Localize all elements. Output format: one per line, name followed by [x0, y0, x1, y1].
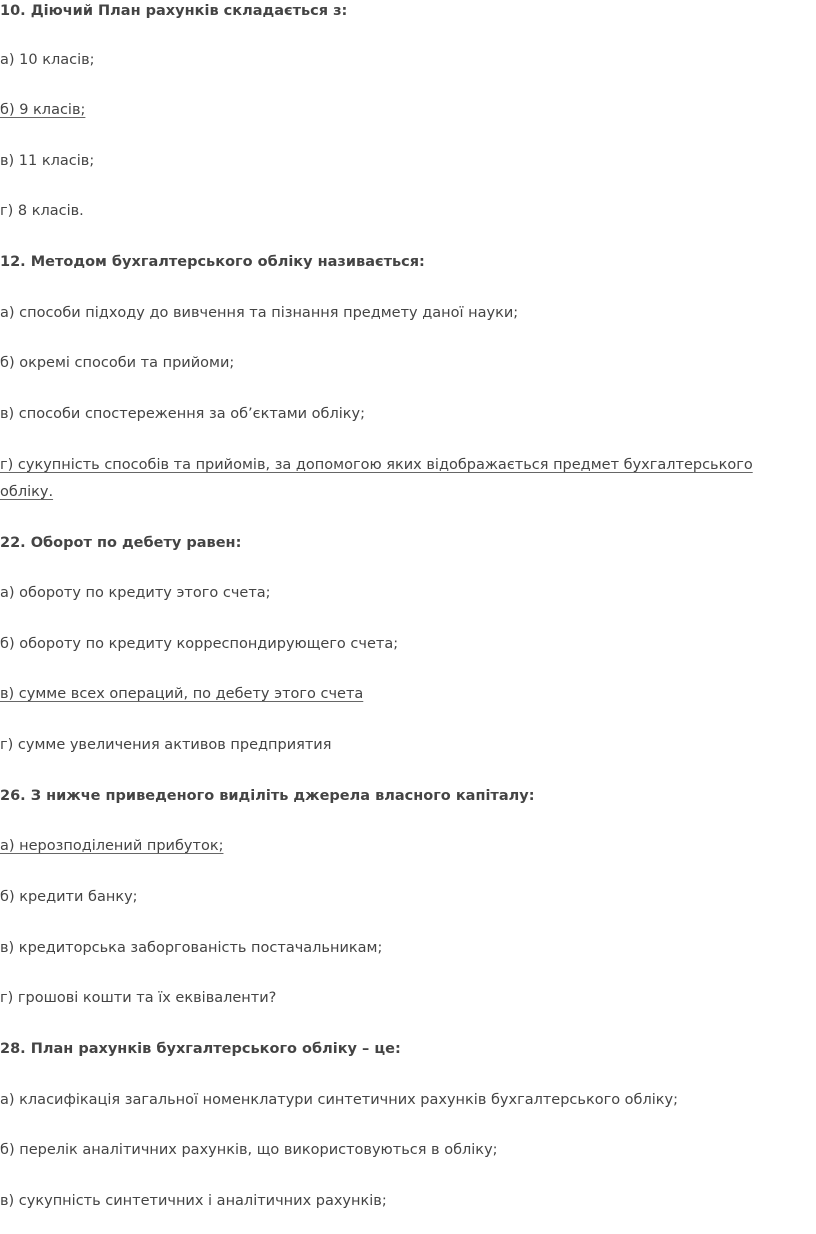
correct-answer-text: а) нерозподілений прибуток;: [0, 838, 224, 854]
question-title: 10. Діючий План рахунків складається з:: [0, 3, 348, 19]
question-title: 28. План рахунків бухгалтерського обліку – це:: [0, 1041, 401, 1057]
answer-option: б) перелік аналітичних рахунків, що використовуються в обліку;: [0, 1142, 498, 1158]
answer-option: г) 8 класів.: [0, 203, 84, 219]
answer-option-correct: [0, 452, 790, 506]
answer-option: б) окремі способи та прийоми;: [0, 355, 235, 371]
answer-option: а) обороту по кредиту этого счета;: [0, 585, 271, 601]
correct-answer-text: г) сукупність способів та прийомів, за допомогою яких відображається предмет бухгалтерського обліку.: [0, 457, 753, 500]
answer-option: г) сумме увеличения активов предприятия: [0, 737, 332, 753]
answer-option: в) 11 класів;: [0, 153, 95, 169]
answer-option: а) способи підходу до вивчення та пізнання предмету даної науки;: [0, 305, 519, 321]
answer-option-correct: [0, 97, 800, 124]
answer-option: а) 10 класів;: [0, 52, 95, 68]
answer-option: в) способи спостереження за об’єктами обліку;: [0, 406, 365, 422]
answer-option: в) сукупність синтетичних і аналітичних рахунків;: [0, 1193, 387, 1209]
question-title: 26. З нижче приведеного виділіть джерела власного капіталу:: [0, 788, 535, 804]
answer-option: б) обороту по кредиту корреспондирующего счета;: [0, 636, 399, 652]
answer-option: а) класифікація загальної номенклатури синтетичних рахунків бухгалтерського обліку;: [0, 1092, 679, 1108]
answer-option-correct: [0, 833, 800, 860]
answer-option: в) кредиторська заборгованість постачальникам;: [0, 940, 383, 956]
answer-option: г) грошові кошти та їх еквіваленти?: [0, 990, 277, 1006]
question-title: 22. Оборот по дебету равен:: [0, 535, 242, 551]
answer-option-correct: [0, 681, 800, 708]
answer-option: б) кредити банку;: [0, 889, 138, 905]
correct-answer-text: б) 9 класів;: [0, 102, 86, 118]
question-title: 12. Методом бухгалтерського обліку називається:: [0, 254, 425, 270]
correct-answer-text: в) сумме всех операций, по дебету этого счета: [0, 686, 364, 702]
